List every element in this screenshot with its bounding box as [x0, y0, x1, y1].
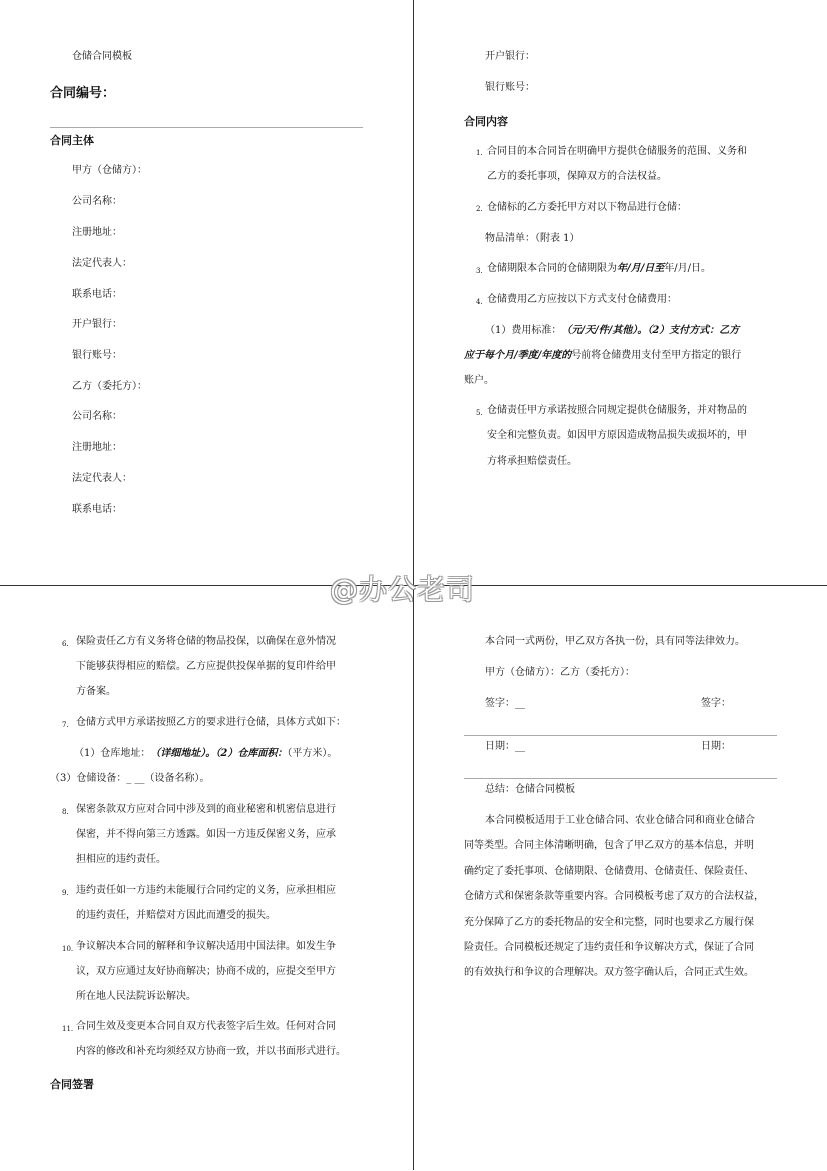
party-a-company: 公司名称：: [72, 196, 122, 207]
summary-line-1: 本合同模板适用于工业仓储合同、农业仓储合同和商业仓储合: [485, 815, 755, 826]
warehouse-address-area: （详细地址）。（2）仓库面积：: [150, 748, 288, 759]
party-a-account: 银行账号：: [72, 350, 122, 361]
clause-11-line-2: 内容的修改和补充均须经双方协商一致，并以书面形式进行。: [76, 1046, 346, 1057]
copies-statement: 本合同一式两份，甲乙双方各执一份，具有同等法律效力。: [485, 636, 745, 647]
clause-number: 5.: [476, 409, 483, 417]
clause-7-line-1: 仓储方式甲方承诺按照乙方的要求进行仓储，具体方式如下：: [76, 717, 346, 728]
page-3: [0, 586, 414, 1171]
section-heading-subject: 合同主体: [50, 134, 94, 147]
item-list-label: 物品清单：（附表 1）: [485, 233, 580, 244]
party-a-bank: 开户银行：: [72, 319, 122, 330]
summary-line-5: 充分保障了乙方的委托物品的安全和完整，同时也要求乙方履行保: [464, 917, 754, 928]
summary-line-3: 确约定了委托事项、仓储期限、仓储费用、仓储责任、保险责任、: [464, 866, 754, 877]
fee-payment-text: 号前将仓储费用支付至甲方指定的银行: [571, 350, 742, 361]
clause-1-line-2: 乙方的委托事项，保障双方的合法权益。: [487, 171, 667, 182]
page-1: [0, 0, 414, 585]
clause-number: 8.: [62, 808, 69, 816]
party-b-company: 公司名称：: [72, 411, 122, 422]
party-b-address: 注册地址：: [72, 442, 122, 453]
clause-3-line-1: [487, 262, 711, 276]
clause-8-line-2: 保密，并不得向第三方透露。如因一方违反保密义务，应承: [76, 829, 336, 840]
clause-1-line-1: 合同目的本合同旨在明确甲方提供仓储服务的范围、义务和: [487, 146, 747, 157]
summary-line-2: 同等类型。合同主体清晰明确，包含了甲乙双方的基本信息，并明: [464, 840, 754, 851]
clause-6-line-3: 方备案。: [76, 686, 116, 697]
warehouse-equipment: （3）仓储设备：_ __（设备名称）。: [50, 773, 210, 784]
party-b-bank: 开户银行：: [485, 51, 535, 62]
page-2: [414, 0, 827, 585]
clause-6-line-1: 保险责任乙方有义务将仓储的物品投保，以确保在意外情况: [76, 636, 336, 647]
date-a: 日期：__: [485, 741, 525, 752]
party-b-account: 银行账号：: [485, 82, 535, 93]
clause-11-line-1: 合同生效及变更本合同自双方代表签字后生效。任何对合同: [76, 1021, 336, 1032]
clause-6-line-2: 下能够获得相应的赔偿。乙方应提供投保单据的复印件给甲: [76, 661, 336, 672]
summary-line-7: 的有效执行和争议的合理解决。双方签字确认后，合同正式生效。: [464, 967, 754, 978]
template-title: 仓储合同模板: [72, 51, 132, 62]
party-a-representative: 法定代表人：: [72, 258, 132, 269]
party-a-phone: 联系电话：: [72, 289, 122, 300]
clause-9-line-2: 的违约责任，并赔偿对方因此而遭受的损失。: [76, 910, 276, 921]
signature-a: 签字：__: [485, 698, 525, 709]
warehouse-line-1: [74, 747, 337, 761]
clause-10-line-3: 所在地人民法院诉讼解决。: [76, 991, 196, 1002]
clause-number: 1.: [476, 149, 483, 157]
clause-number: 7.: [62, 721, 69, 729]
date-b: 日期：: [701, 741, 731, 752]
clause-8-line-1: 保密条款双方应对合同中涉及到的商业秘密和机密信息进行: [76, 804, 336, 815]
clause-3-text: 仓储期限本合同的仓储期限为: [487, 263, 617, 274]
warehouse-address-label: （1）仓库地址：: [74, 748, 151, 759]
clause-number: 3.: [476, 267, 483, 275]
fee-standard-units: （元/天/件/其他）。（2）支付方式：乙方: [561, 325, 740, 336]
contract-number-label: 合同编号：: [50, 86, 116, 101]
fee-standard-label: （1）费用标准：: [485, 325, 562, 336]
summary-rule: [464, 778, 777, 779]
summary-line-4: 仓储方式和保密条款等重要内容。合同模板考虑了双方的合法权益，: [464, 891, 764, 902]
clause-number: 11.: [62, 1025, 74, 1033]
clause-3-date-from: 年/月/日至: [617, 263, 665, 274]
clause-number: 6.: [62, 640, 69, 648]
signature-rule: [464, 735, 777, 736]
clause-10-line-2: 议，双方应通过友好协商解决；协商不成的，应提交至甲方: [76, 966, 336, 977]
signature-b: 签字：: [701, 698, 731, 709]
clause-number: 2.: [476, 205, 483, 213]
clause-number: 4.: [476, 298, 483, 306]
fee-line-2: [464, 349, 741, 363]
fee-period: 应于每个月/季度/年度的: [464, 350, 572, 361]
clause-3-date-to: 年/月/日。: [664, 263, 712, 274]
clause-number: 10.: [62, 945, 74, 953]
section-heading-signing: 合同签署: [50, 1078, 94, 1091]
fee-line-1: [485, 324, 739, 338]
clause-9-line-1: 违约责任如一方违约未能履行合同约定的义务，应承担相应: [76, 885, 336, 896]
page-4: [414, 586, 827, 1171]
clause-5-line-2: 安全和完整负责。如因甲方原因造成物品损失或损坏的，甲: [487, 430, 747, 441]
clause-10-line-1: 争议解决本合同的解释和争议解决适用中国法律。如发生争: [76, 941, 336, 952]
clause-5-line-1: 仓储责任甲方承诺按照合同规定提供仓储服务，并对物品的: [487, 405, 747, 416]
clause-8-line-3: 担相应的违约责任。: [76, 854, 166, 865]
warehouse-area-unit: （平方米）。: [287, 748, 338, 759]
party-a-label: 甲方（仓储方）：: [72, 165, 147, 176]
party-b-phone: 联系电话：: [72, 504, 122, 515]
fee-line-3: 账户。: [464, 375, 494, 386]
party-a-address: 注册地址：: [72, 227, 122, 238]
clause-number: 9.: [62, 889, 69, 897]
summary-line-6: 险责任。合同模板还规定了违约责任和争议解决方式，保证了合同: [464, 942, 754, 953]
clause-2-line-1: 仓储标的乙方委托甲方对以下物品进行仓储：: [487, 202, 687, 213]
summary-title: 总结：仓储合同模板: [485, 784, 575, 795]
parties-line: 甲方（仓储方）：乙方（委托方）：: [485, 667, 635, 678]
watermark: @办公老司: [330, 573, 476, 606]
party-b-label: 乙方（委托方）：: [72, 381, 147, 392]
section-rule: [50, 127, 363, 128]
clause-5-line-3: 方将承担赔偿责任。: [487, 456, 577, 467]
clause-4-line-1: 仓储费用乙方应按以下方式支付仓储费用：: [487, 294, 677, 305]
party-b-representative: 法定代表人：: [72, 473, 132, 484]
section-heading-content: 合同内容: [464, 115, 508, 128]
